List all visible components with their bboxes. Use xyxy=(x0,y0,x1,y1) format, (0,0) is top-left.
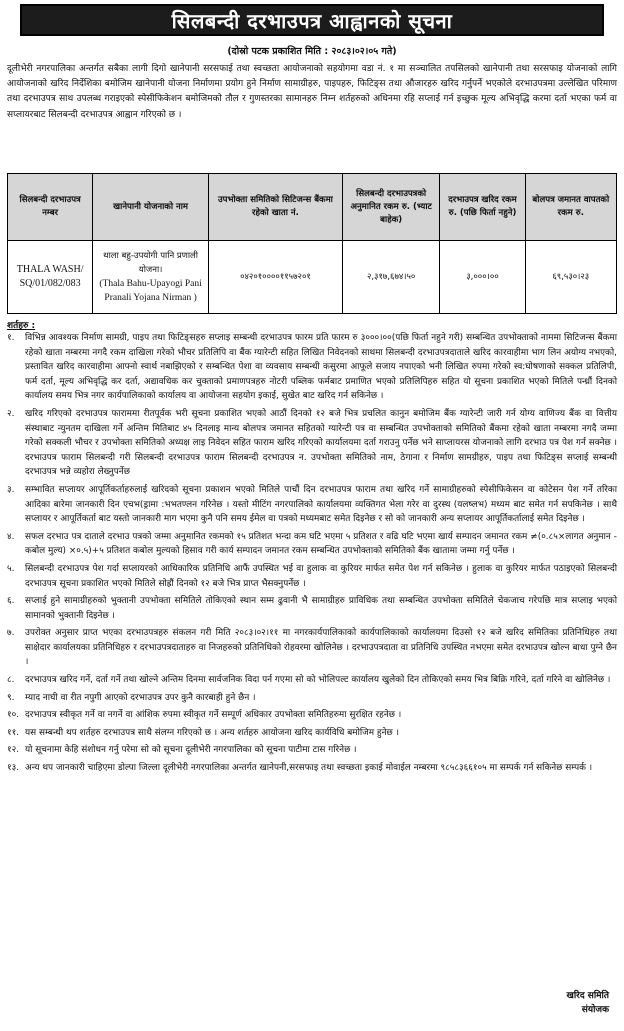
cell-account-number: ०४२०१००००११५७२०१ xyxy=(208,241,342,314)
term-text: यो सूचनामा केहि संशोधन गर्नु परेमा सो को सूचना दूलीभेरी नगरपालिका को सूचना पाटीमा टास गरिनेछ । xyxy=(25,745,357,756)
term-text: अन्य थप जानकारी चाहिएमा डोल्पा जिल्ला दूलीभेरी नगरपालिका अन्तर्गत खानेपनी,सरसफाइ तथा स्वच्छता इकाई मोवाईल नम्बरमा ९८५८३६६१०५ मा सम्पर्क गर्न सकिनेछ सम्पर्क । xyxy=(25,763,593,774)
list-item xyxy=(7,743,617,758)
col-header-bid-security: बोलपत्र जमानत वापतको रकम रु. xyxy=(525,174,616,241)
list-item xyxy=(7,691,617,706)
term-number: १. xyxy=(7,333,15,343)
term-text: विभिन्न आवश्यक निर्माण सामग्री, पाइप तथा फिटिङ्सहरु सप्लाइ सम्बन्धी दरभाउपत्र फारम प्रति फारम रु ३०००।००(पछि फिर्ता नहुने गरी) सम्बन्धित उपभोक्ताको नाममा सिटिजन्स बैंकमा रहेको खाता नम्बरमा नगदै रकम दाखिला गरेको भौचर प्रतिलिपि वा बैंक ग्यारेन्टी सहित लिखित निवेदनको साथमा सिलबन्दी दरभाउपत्रदाताले खरिद कारवाहीमा भाग लिन अयोग्य नभएको, प्रस्तावित खरिद कारवाहीमा आफ्नो स्वार्थ नबाझिएको र सम्बन्धित पेशा वा व्यवसाय सम्बन्धी कसुरमा आफूले सजाय नपाएको भनी लिखित रुपमा गरेको स्व:घोषणाको सक्कल प्रतिलिपी, फर्म दर्ता, मूल्य अभिवृद्धि कर दर्ता, अद्यावधिक कर चुक्ताको प्रमाणपत्रहरु नोटरी पब्लिक फर्मबाट प्रमाणित भएको प्रतिलिपिहरु सहित यो सूचना प्रकाशित भएको मितिले पन्ध्रौं दिनको कार्यालय समय भित्र नगर कार्यपालिकाको कार्यालय वा आयोजना सहयोग इकाई, सुखेत बाट खरिद गर्न सकिनेछ । xyxy=(25,333,617,402)
table-header-row xyxy=(8,174,617,241)
list-item xyxy=(7,562,617,591)
term-number: ६. xyxy=(7,596,15,607)
term-number: १०. xyxy=(7,710,20,721)
list-item xyxy=(7,594,617,623)
cell-bid-security: ६९,५३०।२३ xyxy=(525,241,616,314)
cell-scheme-name xyxy=(93,241,209,314)
term-text: दरभाउपत्र खरिद गर्ने, दर्ता गर्ने तथा खोल्ने अन्तिम दिनमा सार्वजनिक विदा पर्न गएमा सो को भोलिपल्ट कार्यालय खुलेको दिन तोकिएको समय भित्र बिक्रि गरिने, दर्ता गरिने वा खोलिनेछ । xyxy=(25,675,611,686)
notice-title-banner xyxy=(20,4,604,36)
term-number: ४. xyxy=(7,531,15,542)
intro-paragraph: दूलीभेरी नगरपालिका अन्तर्गत सबैका लागी दिगो खानेपानी सरसफाई तथा स्वच्छता आयोजनाको सहयोगमा वडा नं. १ मा सञ्चालित तपसिलको खानेपानी तथा सरसफाइ योजनाको लागि आयोजनाको खरिद निर्देशिका बमोजिम खानेपानी योजना निर्माणमा प्रयोग हुने निर्माण सामाग्रीहरु, पाइपहरु, फिटिङ्स तथा औजारहरु खरिद गर्नुपर्ने भएकोले दरभाउपत्रमा उल्लेखित परिमाण तथा दरभाउपत्र साथ उपलब्ध गराइएको स्पेसीफिकेशन बमोजिमको तौल र गुणस्तरका सामानहरु निम्न शर्तहरुको अधिनमा रहि सप्लाई गर्न इच्छुक मूल्य अभिवृद्धि करमा दर्ता भएका फर्म वा सप्लायरबाट सिलबन्दी दरभाउपत्र आह्वान गरिएको छ । xyxy=(7,64,617,120)
col-header-account-number: उपभोक्ता समितिको सिटिजन्स बैंकमा रहेको खाता नं. xyxy=(208,174,342,241)
term-text: दरभाउपत्र स्वीकृत गर्ने वा नगर्ने वा आंशिक रुपमा स्वीकृत गर्ने सम्पूर्ण अधिकार उपभोक्ता समितिहरुमा सुरक्षित रहनेछ । xyxy=(25,710,402,721)
list-item xyxy=(7,626,617,670)
list-item xyxy=(7,708,617,723)
cell-bid-number: THALA WASH/ SQ/01/082/083 xyxy=(8,241,93,314)
signature-role: संयोजक xyxy=(581,1005,609,1015)
list-item xyxy=(7,483,617,527)
cell-estimate: २,३१७,६७४।५० xyxy=(342,241,439,314)
list-item xyxy=(7,407,617,480)
bid-table xyxy=(7,173,617,314)
publish-date-line: (दोस्रो पटक प्रकाशित मिति : २०८३।०२।०५ गते) xyxy=(227,46,397,57)
term-number: १२. xyxy=(7,745,20,756)
term-text: यस सम्बन्धी थप शर्तहरु दरभाउपत्र साथै संलग्न गरिएको छ । अन्य शर्तहरु आयोजना खरिद कार्यविधि बमोजिम हुनेछ । xyxy=(25,727,399,738)
signature-committee: खरिद समिति xyxy=(566,991,609,1001)
table-row xyxy=(8,241,617,314)
list-item xyxy=(7,726,617,741)
term-text: उपरोक्त अनुसार प्राप्त भएका दरभाउपत्रहरु संकलन गरी मिति २०८३।०२।११ मा नगरकार्यपालिकाको कार्यपालिकाको कार्यालयमा दिउसो १२ बजे खरिद समितिका प्रतिनिधिहरु तथा साक्षेदार कार्यालयका प्रतिनिधिहरु र दरभाउपत्रदाताहरु वा निजहरुको प्रतिनिधिको रोहवरमा खोलिनेछ । दरभाउपत्रदाता वा प्रतिनिधि उपस्थित नभएमा समेत दरभाउपत्र खोल्न बाधा पुग्ने छैन । xyxy=(25,628,617,668)
term-text: सप्लाई हुने सामाग्रीहरुको भुक्तानी उपभोक्ता समितिले तोकिएको स्थान सम्म ढुवानी भै सामाग्रीहरु प्राविधिक तथा सम्बन्धित उपभोक्ता समितिले चेकजाच गरेपछि मात्र सप्लाइ भएको सामानको भुक्तानी दिइनेछ । xyxy=(25,596,617,621)
scheme-name-nepali: थाला बहु-उपयोगी पानि प्रणाली योजना। xyxy=(103,251,199,275)
term-number: १३. xyxy=(7,763,20,774)
term-number: ११. xyxy=(7,727,20,738)
terms-heading: शर्तहरु : xyxy=(7,321,36,331)
col-header-scheme-name: खानेपानी योजनाको नाम xyxy=(93,174,209,241)
term-number: ८. xyxy=(7,675,15,686)
list-item xyxy=(7,761,617,776)
term-number: ९. xyxy=(7,692,15,703)
term-text: सम्भावित सप्लायर आपूर्तिकर्ताहरुलाई खरिदको सूचना प्रकाशन भएको मितिले पाचौं दिन दरभाउपत्र फाराम तथा खरिद गर्ने सामाग्रीहरुको स्पेसीफिकेसन वा कोटेसन पेश गर्ने तरिका आदिका बारेमा जानकारी दिन एचभ(ड्रामा :भभतण्लन गरिनेछ । यस्तो मीटिंग नगरपालिको कार्यालयमा व्यक्तिगत भेला गरेर वा दुरस्थ (यलष्लभ) मध्यम बाट समेत गर्न सपकिनेछ । साथै सप्लायर र आपूर्तिकर्ता बाट यस्तो जानकारी माग भएमा कुनै पनि समय ईमेल वा पत्रको मध्यमबाट समेत दिइनेछ र सो को जानकारी अन्य सप्लायर आपूर्तिकर्तालाई समेत दिइनेछ । xyxy=(25,484,617,525)
notice-title: सिलबन्दी दरभाउपत्र आह्वानको सूचना xyxy=(171,8,453,33)
scheme-name-english: (Thala Bahu-Upayogi Pani Pranali Yojana Nirman ) xyxy=(99,279,202,303)
term-number: ७. xyxy=(7,628,15,639)
term-text: सिलबन्दी दरभाउपत्र पेश गर्दा सप्लायरको आधिकारिक प्रतिनिधि आफैं उपस्थित भई वा हुलाक वा कुरियर मार्फत समेत पेश गर्न सकिनेछ । हुलाक वा कुरियर मार्फत पठाइएको सिलबन्दी दरभाउपत्र सूचना प्रकाशित भएको मितिले सोह्रौं दिनको १२ बजे भित्र प्राप्त भैसक्नुपर्नेछ । xyxy=(25,563,617,589)
term-text: म्याद नाघी वा रीत नपुगी आएको दरभाउपत्र उपर कुनै कारबाही हुने छैन । xyxy=(25,692,256,703)
terms-list xyxy=(7,331,617,776)
term-number: ५. xyxy=(7,563,15,574)
col-header-bid-number: सिलबन्दी दरभाउपत्र नम्बर xyxy=(8,174,93,241)
col-header-estimate: सिलबन्दी दरभाउपत्रको अनुमानित रकम रु. (भ्याट बाहेक) xyxy=(342,174,439,241)
term-number: ३. xyxy=(7,484,15,495)
list-item xyxy=(7,673,617,688)
list-item xyxy=(7,530,617,559)
list-item xyxy=(7,331,617,404)
term-text: सफल दरभाउ पत्र दाताले दरभाउ पत्रको जम्मा अनुमानित रकमको १५ प्रतिशत भन्दा कम घटि भएमा ५ प्रतिशत र वढि घटि भएमा खार्य सम्पादन जमानत रकम ≠(०.८५×लागत अनुमान - कबोल मुल्य) ×०.५)+५ प्रतिशत कबोल मुल्यको हिसाव गरी कार्य सम्पादन जमानत रकम सम्बन्धित उपभोक्ताको समितिको बैंक खातामा जम्मा गर्नु पर्नेछ । xyxy=(25,531,617,557)
procurement-notice xyxy=(7,4,617,1023)
signature-block xyxy=(566,989,609,1017)
col-header-form-fee: दरभाउपत्र खरिद रकम रु. (पछि फिर्ता नहुने) xyxy=(440,174,525,241)
term-text: खरिद गरिएको दरभाउपत्र फाराममा रीतपूर्वक भरी सूचना प्रकाशित भएको आठौं दिनको १२ बजे भित्र प्रचलित कानुन बमोजिम बैंक ग्यारेन्टी जारी गर्न योग्य वाणिज्य बैंक वा वित्तीय संस्थाबाट न्युनतम दाखिला गर्ने अन्तिम मितिबाट ४५ दिनलाइ मान्य बोलपत्र जमानत सहितको ग्यारेन्टी पत्र वा सम्बन्धित उपभोक्ताको समितिको बैंकमा रहेको खाता नम्बरमा नगदै जम्मा गरेको सक्कली भौचर र उपभोक्ता समितिको अध्यक्ष लाइ निवेदन सहित फाराम खरिद गरिएको कार्यालयमा दर्ता गराउनु पर्नेछ भने साप्लायरस योजनाको लागि दरभाउ पत्र पेश गर्न सक्नेछ । दरभाउपत्र फाराम सिलबन्दी गरी सिलबन्दी दरभाउपत्र फाराम सिलबन्दी दरभाउपत्र न. उपभोक्ता समितिको नाम, ठेगाना र निर्माण सामग्रीहरु, पाइप तथा फिटिङ्स सप्लाई सम्बन्धी दरभाउपत्र भन्ने व्यहोरा लेख्नुपर्नेछ xyxy=(25,408,617,478)
term-number: २. xyxy=(7,408,15,419)
cell-form-fee: ३,०००।०० xyxy=(440,241,525,314)
